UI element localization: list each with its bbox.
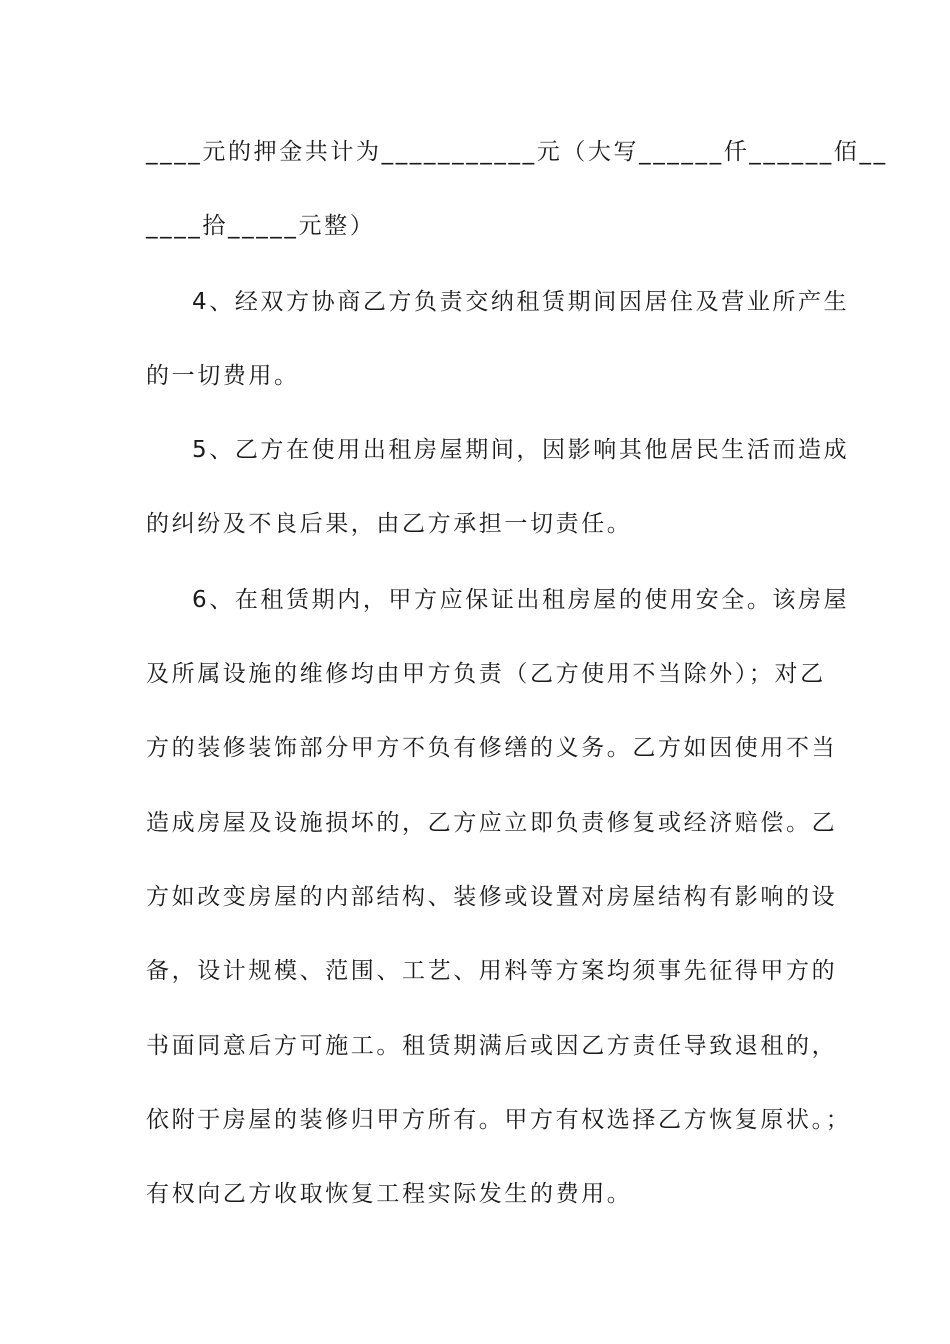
clause-6-line-4: 造成房屋及设施损坏的，乙方应立即负责修复或经济赔偿。乙 (146, 810, 838, 836)
clause-4-line-2: 的一切费用。 (146, 363, 300, 389)
clause-5-line-2: 的纠纷及不良后果，由乙方承担一切责任。 (146, 511, 633, 537)
deposit-total-line: ____元的押金共计为___________元（大写______仟______佰__ (146, 139, 888, 165)
clause-5-line-1: 5、乙方在使用出租房屋期间，因影响其他居民生活而造成 (192, 437, 850, 463)
clause-6-line-5: 方如改变房屋的内部结构、装修或设置对房屋结构有影响的设 (146, 884, 838, 910)
deposit-amount-line: ____拾_____元整） (146, 213, 376, 239)
clause-4-line-1: 4、经双方协商乙方负责交纳租赁期间因居住及营业所产生 (192, 289, 850, 315)
clause-6-line-3: 方的装修装饰部分甲方不负有修缮的义务。乙方如因使用不当 (146, 735, 838, 761)
clause-6-line-1: 6、在租赁期内，甲方应保证出租房屋的使用安全。该房屋 (192, 587, 850, 613)
clause-6-line-2: 及所属设施的维修均由甲方负责（乙方使用不当除外）；对乙 (146, 661, 826, 687)
clause-6-line-6: 备，设计规模、范围、工艺、用料等方案均须事先征得甲方的 (146, 958, 838, 984)
clause-6-line-9: 有权向乙方收取恢复工程实际发生的费用。 (146, 1181, 633, 1207)
clause-6-line-7: 书面同意后方可施工。租赁期满后或因乙方责任导致退租的， (146, 1033, 838, 1059)
clause-6-line-8: 依附于房屋的装修归甲方所有。甲方有权选择乙方恢复原状。； (146, 1107, 852, 1133)
